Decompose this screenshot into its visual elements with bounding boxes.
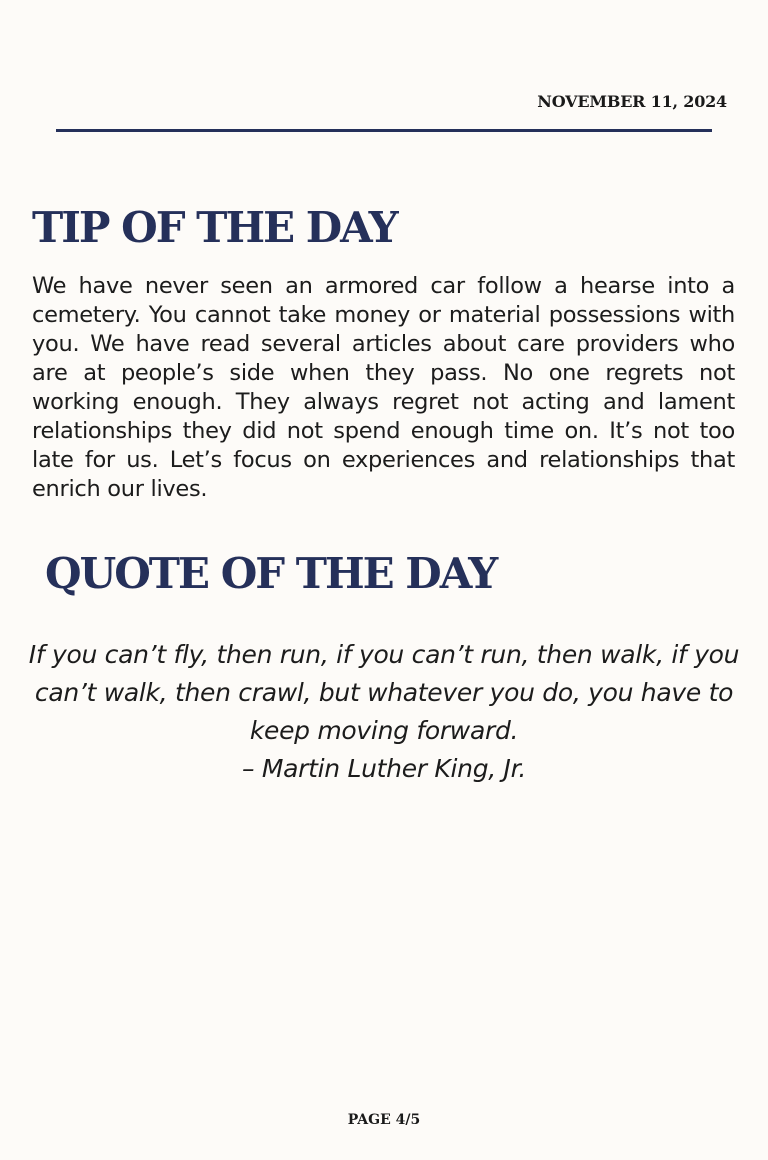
quote-attribution: – Martin Luther King, Jr. xyxy=(242,754,526,783)
page-number: PAGE 4/5 xyxy=(347,1112,421,1128)
tip-heading: TIP OF THE DAY xyxy=(32,203,397,252)
quote-line: can’t walk, then crawl, but whatever you do, you have to xyxy=(34,678,734,707)
quote-line: keep moving forward. xyxy=(249,716,519,745)
header-divider xyxy=(56,129,712,132)
page-date: NOVEMBER 11, 2024 xyxy=(537,92,727,111)
quote-text xyxy=(0,636,768,788)
quote-heading: QUOTE OF THE DAY xyxy=(45,549,497,598)
quote-line: If you can’t fly, then run, if you can’t run, then walk, if you xyxy=(28,640,740,669)
tip-body: We have never seen an armored car follow a hearse into a cemetery. You cannot take money or material possessions with you. We have read several articles about care providers who are at people’s side when they pass. No one regrets not working enough. They always regret not acting and lament relationships they did not spend enough time on. It’s not too late for us. Let’s focus on experiences and relationships that enrich our lives. xyxy=(32,273,735,502)
